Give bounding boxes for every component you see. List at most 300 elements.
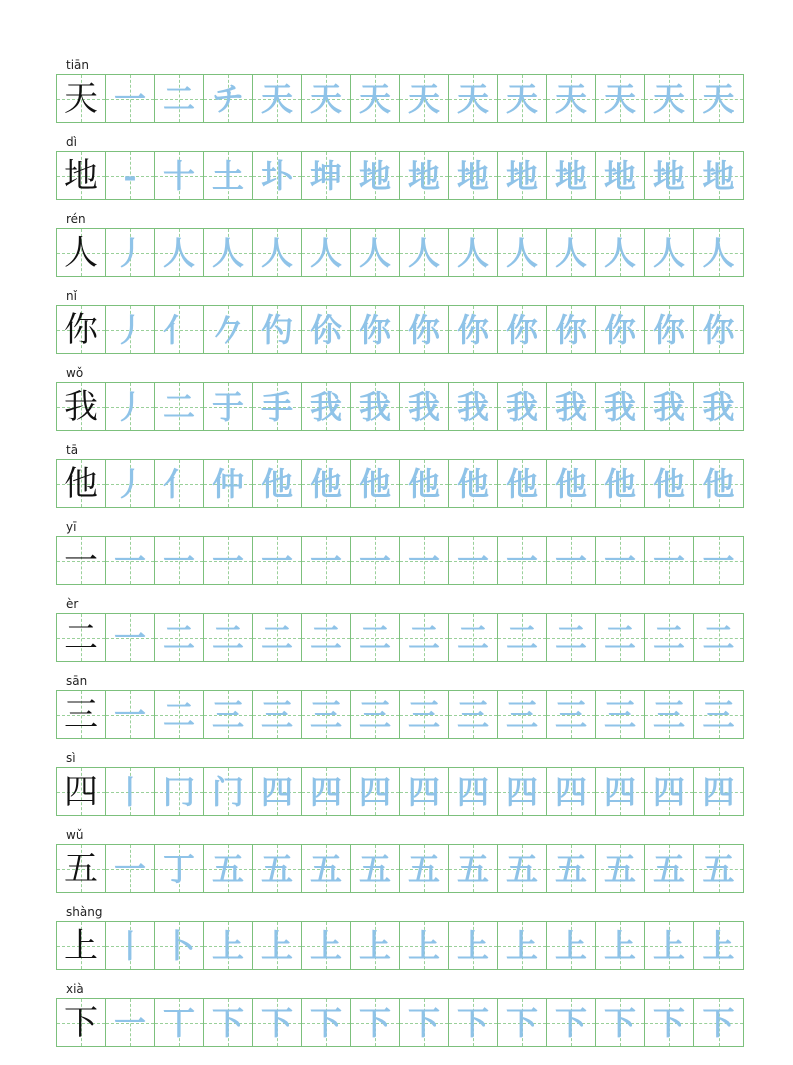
trace-cell <box>400 383 449 430</box>
stroke-step-character: 地 <box>603 156 636 195</box>
trace-cell <box>645 691 694 738</box>
stroke-step-character: 丨 <box>113 772 146 811</box>
stroke-step-character: 二 <box>260 618 293 657</box>
stroke-step-character: 一 <box>113 1003 146 1042</box>
trace-cell <box>155 845 204 892</box>
model-character: 一 <box>64 540 98 581</box>
trace-cell <box>547 75 596 122</box>
stroke-step-character: 下 <box>554 1003 587 1042</box>
trace-cell <box>547 999 596 1046</box>
trace-cell <box>694 768 743 815</box>
trace-cell <box>449 691 498 738</box>
trace-cell <box>253 691 302 738</box>
stroke-step-character: 他 <box>358 464 391 503</box>
trace-cell <box>155 537 204 584</box>
stroke-step-character: 人 <box>407 233 440 272</box>
stroke-step-character: 丿 <box>113 464 146 503</box>
model-character: 地 <box>64 155 98 196</box>
model-character: 四 <box>64 771 98 812</box>
trace-cell <box>106 845 155 892</box>
trace-cell <box>302 383 351 430</box>
trace-cell <box>253 999 302 1046</box>
trace-cell <box>694 999 743 1046</box>
stroke-step-character: 人 <box>358 233 391 272</box>
stroke-step-character: 二 <box>162 695 195 734</box>
stroke-step-character: 人 <box>702 233 735 272</box>
model-character: 人 <box>64 232 98 273</box>
trace-cell <box>204 306 253 353</box>
trace-cell <box>155 75 204 122</box>
trace-cell <box>106 460 155 507</box>
stroke-step-character: 上 <box>456 926 489 965</box>
trace-cell <box>596 768 645 815</box>
stroke-step-character: 天 <box>309 79 342 118</box>
stroke-step-character: 四 <box>603 772 636 811</box>
trace-cell <box>498 768 547 815</box>
stroke-step-character: 五 <box>505 849 538 888</box>
trace-cell <box>106 75 155 122</box>
model-character: 天 <box>64 78 98 119</box>
stroke-step-character: 地 <box>554 156 587 195</box>
trace-cell <box>253 383 302 430</box>
stroke-step-character: 一 <box>702 541 735 580</box>
stroke-step-character: 上 <box>702 926 735 965</box>
trace-cell <box>351 460 400 507</box>
trace-cell <box>596 306 645 353</box>
trace-cell <box>694 845 743 892</box>
stroke-step-character: 一 <box>113 79 146 118</box>
trace-cell <box>155 229 204 276</box>
stroke-step-character: - <box>123 156 137 195</box>
stroke-step-character: 三 <box>358 695 391 734</box>
stroke-step-character: 下 <box>260 1003 293 1042</box>
trace-cell <box>204 537 253 584</box>
trace-cell <box>351 691 400 738</box>
stroke-step-character: 下 <box>456 1003 489 1042</box>
stroke-step-character: 三 <box>603 695 636 734</box>
stroke-step-character: 一 <box>505 541 538 580</box>
pinyin-label: yī <box>66 520 77 534</box>
stroke-step-character: 上 <box>358 926 391 965</box>
trace-cell <box>253 152 302 199</box>
trace-cell <box>449 614 498 661</box>
model-character: 下 <box>64 1002 98 1043</box>
practice-row <box>56 751 746 821</box>
stroke-step-character: 上 <box>260 926 293 965</box>
trace-cell <box>694 229 743 276</box>
trace-cell <box>106 614 155 661</box>
stroke-step-character: 一 <box>456 541 489 580</box>
model-character-cell <box>57 768 106 815</box>
trace-cell <box>596 152 645 199</box>
trace-cell <box>253 306 302 353</box>
trace-cell <box>547 229 596 276</box>
model-character-cell <box>57 999 106 1046</box>
trace-cell <box>155 306 204 353</box>
character-grid <box>56 305 744 354</box>
trace-cell <box>498 999 547 1046</box>
trace-cell <box>498 460 547 507</box>
stroke-step-character: 上 <box>211 926 244 965</box>
trace-cell <box>498 383 547 430</box>
practice-row <box>56 520 746 590</box>
stroke-step-character: 四 <box>554 772 587 811</box>
pinyin-label: sān <box>66 674 88 688</box>
model-character: 我 <box>64 386 98 427</box>
stroke-step-character: 五 <box>554 849 587 888</box>
model-character-cell <box>57 922 106 969</box>
trace-cell <box>302 152 351 199</box>
practice-row <box>56 366 746 436</box>
stroke-step-character: 二 <box>652 618 685 657</box>
trace-cell <box>106 306 155 353</box>
stroke-step-character: 天 <box>505 79 538 118</box>
practice-row <box>56 597 746 667</box>
stroke-step-character: 天 <box>260 79 293 118</box>
stroke-step-character: 你 <box>702 310 735 349</box>
practice-row <box>56 443 746 513</box>
trace-cell <box>596 383 645 430</box>
stroke-step-character: 三 <box>652 695 685 734</box>
trace-cell <box>449 768 498 815</box>
trace-cell <box>204 460 253 507</box>
stroke-step-character: 土 <box>211 156 244 195</box>
trace-cell <box>204 691 253 738</box>
stroke-step-character: 三 <box>211 695 244 734</box>
pinyin-label: wǒ <box>66 366 84 380</box>
practice-row <box>56 212 746 282</box>
trace-cell <box>400 845 449 892</box>
character-grid <box>56 228 744 277</box>
stroke-step-character: 门 <box>211 772 244 811</box>
stroke-step-character: 上 <box>554 926 587 965</box>
pinyin-label: wǔ <box>66 828 84 842</box>
trace-cell <box>204 999 253 1046</box>
practice-row <box>56 828 746 898</box>
model-character-cell <box>57 614 106 661</box>
trace-cell <box>106 152 155 199</box>
trace-cell <box>351 383 400 430</box>
stroke-step-character: 他 <box>652 464 685 503</box>
stroke-step-character: 一 <box>162 541 195 580</box>
trace-cell <box>204 75 253 122</box>
trace-cell <box>351 229 400 276</box>
stroke-step-character: 你 <box>505 310 538 349</box>
character-grid <box>56 459 744 508</box>
stroke-step-character: 五 <box>358 849 391 888</box>
trace-cell <box>645 614 694 661</box>
trace-cell <box>449 845 498 892</box>
trace-cell <box>351 75 400 122</box>
trace-cell <box>155 922 204 969</box>
trace-cell <box>596 922 645 969</box>
trace-cell <box>449 152 498 199</box>
trace-cell <box>253 768 302 815</box>
pinyin-label: dì <box>66 135 77 149</box>
stroke-step-character: 二 <box>162 79 195 118</box>
stroke-step-character: 人 <box>260 233 293 272</box>
trace-cell <box>694 691 743 738</box>
trace-cell <box>400 75 449 122</box>
trace-cell <box>351 999 400 1046</box>
trace-cell <box>204 614 253 661</box>
stroke-step-character: 一 <box>603 541 636 580</box>
trace-cell <box>645 152 694 199</box>
stroke-step-character: 下 <box>407 1003 440 1042</box>
trace-cell <box>498 75 547 122</box>
model-character-cell <box>57 845 106 892</box>
trace-cell <box>106 768 155 815</box>
trace-cell <box>302 229 351 276</box>
trace-cell <box>645 75 694 122</box>
trace-cell <box>253 614 302 661</box>
stroke-step-character: 人 <box>603 233 636 272</box>
trace-cell <box>204 768 253 815</box>
stroke-step-character: 手 <box>260 387 293 426</box>
stroke-step-character: 亻 <box>162 310 195 349</box>
trace-cell <box>547 614 596 661</box>
trace-cell <box>694 460 743 507</box>
trace-cell <box>400 537 449 584</box>
trace-cell <box>547 537 596 584</box>
trace-cell <box>449 922 498 969</box>
stroke-step-character: 二 <box>211 618 244 657</box>
trace-cell <box>106 999 155 1046</box>
stroke-step-character: 天 <box>554 79 587 118</box>
trace-cell <box>155 999 204 1046</box>
trace-cell <box>302 691 351 738</box>
trace-cell <box>449 999 498 1046</box>
stroke-step-character: 我 <box>554 387 587 426</box>
stroke-step-character: 下 <box>603 1003 636 1042</box>
stroke-step-character: 一 <box>113 695 146 734</box>
trace-cell <box>302 768 351 815</box>
trace-cell <box>351 845 400 892</box>
stroke-step-character: 圤 <box>260 156 293 195</box>
trace-cell <box>155 460 204 507</box>
stroke-step-character: 你 <box>554 310 587 349</box>
practice-row <box>56 982 746 1052</box>
trace-cell <box>547 845 596 892</box>
stroke-step-character: 坤 <box>309 156 342 195</box>
practice-row <box>56 905 746 975</box>
stroke-step-character: 卜 <box>162 926 195 965</box>
stroke-step-character: 人 <box>652 233 685 272</box>
stroke-step-character: 四 <box>407 772 440 811</box>
stroke-step-character: 三 <box>260 695 293 734</box>
trace-cell <box>498 537 547 584</box>
model-character-cell <box>57 306 106 353</box>
trace-cell <box>645 999 694 1046</box>
model-character: 五 <box>64 848 98 889</box>
trace-cell <box>302 999 351 1046</box>
stroke-step-character: 一 <box>113 618 146 657</box>
stroke-step-character: 三 <box>505 695 538 734</box>
trace-cell <box>400 922 449 969</box>
stroke-step-character: 一 <box>260 541 293 580</box>
stroke-step-character: 下 <box>358 1003 391 1042</box>
character-grid <box>56 921 744 970</box>
practice-row <box>56 674 746 744</box>
stroke-step-character: 地 <box>358 156 391 195</box>
trace-cell <box>400 614 449 661</box>
trace-cell <box>498 922 547 969</box>
stroke-step-character: 地 <box>456 156 489 195</box>
trace-cell <box>498 845 547 892</box>
stroke-step-character: 三 <box>309 695 342 734</box>
stroke-step-character: 我 <box>309 387 342 426</box>
stroke-step-character: 天 <box>407 79 440 118</box>
stroke-step-character: 天 <box>603 79 636 118</box>
stroke-step-character: 你 <box>603 310 636 349</box>
stroke-step-character: 仲 <box>211 464 244 503</box>
stroke-step-character: 一 <box>309 541 342 580</box>
pinyin-label: sì <box>66 751 76 765</box>
trace-cell <box>106 691 155 738</box>
stroke-step-character: 我 <box>358 387 391 426</box>
stroke-step-character: 十 <box>162 156 195 195</box>
stroke-step-character: 地 <box>407 156 440 195</box>
stroke-step-character: 冂 <box>162 772 195 811</box>
stroke-step-character: 二 <box>603 618 636 657</box>
stroke-step-character: 丨 <box>113 926 146 965</box>
character-grid <box>56 767 744 816</box>
stroke-step-character: 人 <box>505 233 538 272</box>
stroke-step-character: 上 <box>309 926 342 965</box>
model-character-cell <box>57 75 106 122</box>
pinyin-label: rén <box>66 212 86 226</box>
trace-cell <box>204 845 253 892</box>
stroke-step-character: 丁 <box>162 849 195 888</box>
trace-cell <box>547 922 596 969</box>
stroke-step-character: 一 <box>113 541 146 580</box>
trace-cell <box>302 75 351 122</box>
trace-cell <box>596 229 645 276</box>
character-grid <box>56 382 744 431</box>
trace-cell <box>204 229 253 276</box>
stroke-step-character: 你 <box>652 310 685 349</box>
trace-cell <box>694 152 743 199</box>
trace-cell <box>694 614 743 661</box>
model-character-cell <box>57 383 106 430</box>
model-character: 上 <box>64 925 98 966</box>
stroke-step-character: 你 <box>358 310 391 349</box>
trace-cell <box>400 691 449 738</box>
stroke-step-character: 下 <box>505 1003 538 1042</box>
stroke-step-character: 他 <box>505 464 538 503</box>
stroke-step-character: 下 <box>309 1003 342 1042</box>
trace-cell <box>253 460 302 507</box>
stroke-step-character: 一 <box>113 849 146 888</box>
stroke-step-character: 五 <box>309 849 342 888</box>
trace-cell <box>694 537 743 584</box>
pinyin-label: èr <box>66 597 79 611</box>
model-character: 二 <box>64 617 98 658</box>
trace-cell <box>547 383 596 430</box>
trace-cell <box>204 922 253 969</box>
trace-cell <box>547 691 596 738</box>
trace-cell <box>204 383 253 430</box>
trace-cell <box>155 691 204 738</box>
stroke-step-character: 你 <box>456 310 489 349</box>
trace-cell <box>302 614 351 661</box>
stroke-step-character: 二 <box>162 618 195 657</box>
trace-cell <box>596 999 645 1046</box>
trace-cell <box>351 537 400 584</box>
stroke-step-character: 下 <box>652 1003 685 1042</box>
trace-cell <box>547 306 596 353</box>
trace-cell <box>253 922 302 969</box>
trace-cell <box>400 460 449 507</box>
stroke-step-character: 四 <box>456 772 489 811</box>
trace-cell <box>498 152 547 199</box>
trace-cell <box>155 383 204 430</box>
trace-cell <box>253 75 302 122</box>
stroke-step-character: 他 <box>260 464 293 503</box>
stroke-step-character: 四 <box>505 772 538 811</box>
stroke-step-character: 一 <box>407 541 440 580</box>
character-grid <box>56 998 744 1047</box>
stroke-step-character: 天 <box>652 79 685 118</box>
trace-cell <box>106 229 155 276</box>
stroke-step-character: 五 <box>211 849 244 888</box>
trace-cell <box>302 460 351 507</box>
stroke-step-character: 地 <box>505 156 538 195</box>
pinyin-label: xià <box>66 982 84 996</box>
trace-cell <box>694 75 743 122</box>
trace-cell <box>302 537 351 584</box>
stroke-step-character: 于 <box>211 387 244 426</box>
stroke-step-character: 他 <box>554 464 587 503</box>
trace-cell <box>106 383 155 430</box>
stroke-step-character: 一 <box>554 541 587 580</box>
stroke-step-character: 人 <box>162 233 195 272</box>
stroke-step-character: 二 <box>358 618 391 657</box>
trace-cell <box>302 306 351 353</box>
trace-cell <box>204 152 253 199</box>
model-character-cell <box>57 460 106 507</box>
trace-cell <box>694 383 743 430</box>
trace-cell <box>449 460 498 507</box>
trace-cell <box>694 922 743 969</box>
stroke-step-character: 伱 <box>309 310 342 349</box>
stroke-step-character: 丿 <box>113 233 146 272</box>
stroke-step-character: 他 <box>407 464 440 503</box>
stroke-step-character: 上 <box>652 926 685 965</box>
stroke-step-character: 上 <box>407 926 440 965</box>
stroke-step-character: 一 <box>211 541 244 580</box>
stroke-step-character: 地 <box>652 156 685 195</box>
character-grid <box>56 536 744 585</box>
stroke-step-character: 我 <box>603 387 636 426</box>
stroke-step-character: 人 <box>554 233 587 272</box>
stroke-step-character: 三 <box>456 695 489 734</box>
trace-cell <box>596 75 645 122</box>
pinyin-label: tiān <box>66 58 89 72</box>
stroke-step-character: 一 <box>358 541 391 580</box>
stroke-step-character: 四 <box>702 772 735 811</box>
trace-cell <box>498 306 547 353</box>
stroke-step-character: 四 <box>652 772 685 811</box>
stroke-step-character: 四 <box>309 772 342 811</box>
trace-cell <box>645 229 694 276</box>
stroke-step-character: 天 <box>702 79 735 118</box>
stroke-step-character: 他 <box>309 464 342 503</box>
trace-cell <box>596 691 645 738</box>
stroke-step-character: 我 <box>407 387 440 426</box>
trace-cell <box>351 614 400 661</box>
stroke-step-character: 五 <box>407 849 440 888</box>
